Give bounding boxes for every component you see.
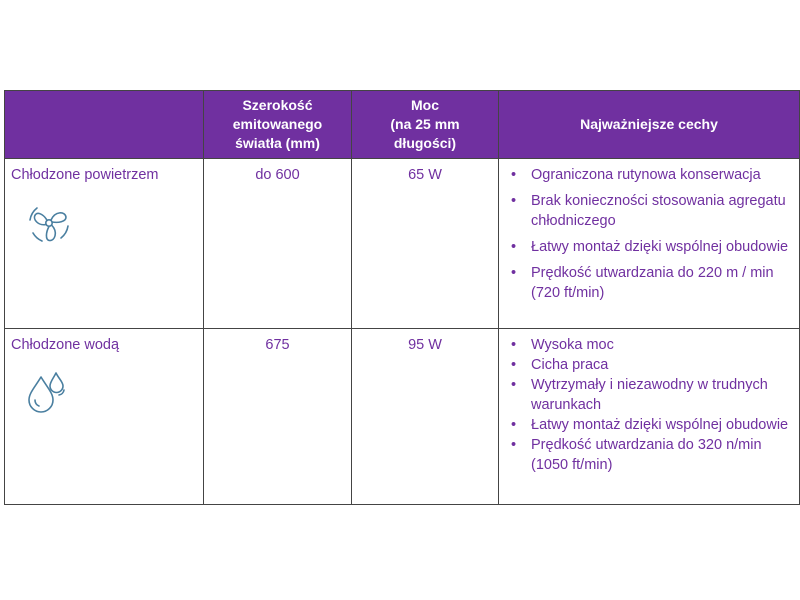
row-name-air: Chłodzone powietrzem (11, 167, 159, 183)
header-power-text: Moc (na 25 mm długości) (390, 97, 460, 151)
features-list-air (505, 165, 793, 303)
width-cell-air: do 600 (204, 159, 352, 329)
width-cell-water: 675 (204, 329, 352, 505)
header-cell-width (204, 91, 352, 159)
header-row (5, 91, 800, 159)
list-item: • Ograniczona rutynowa konserwacja (505, 165, 793, 185)
table-row-water-cooled (5, 329, 800, 505)
list-item: • Łatwy montaż dzięki wspólnej obudowie (505, 415, 793, 435)
power-cell-air: 65 W (352, 159, 499, 329)
water-drops-icon (25, 369, 197, 421)
list-item: • Cicha praca (505, 355, 793, 375)
comparison-table (4, 90, 800, 505)
row-name-cell (5, 159, 204, 329)
header-cell-empty (5, 91, 204, 159)
list-item: • Łatwy montaż dzięki wspólnej obudowie (505, 237, 793, 257)
features-cell-air (499, 159, 800, 329)
list-item: • Prędkość utwardzania do 220 m / min (720 ft/min) (505, 263, 793, 303)
list-item: • Wytrzymały i niezawodny w trudnych warunkach (505, 375, 793, 415)
row-name-cell (5, 329, 204, 505)
list-item: • Brak konieczności stosowania agregatu chłodniczego (505, 191, 793, 231)
header-features-text: Najważniejsze cechy (580, 116, 718, 132)
header-width-text: Szerokość emitowanego światła (mm) (232, 97, 323, 151)
fan-icon (25, 199, 197, 253)
list-item: • Wysoka moc (505, 335, 793, 355)
power-cell-water: 95 W (352, 329, 499, 505)
header-cell-power (352, 91, 499, 159)
table-row-air-cooled (5, 159, 800, 329)
row-name-water: Chłodzone wodą (11, 337, 120, 353)
list-item: • Prędkość utwardzania do 320 n/min (1050 ft/min) (505, 435, 793, 475)
features-cell-water (499, 329, 800, 505)
header-cell-features (499, 91, 800, 159)
features-list-water (505, 335, 793, 475)
